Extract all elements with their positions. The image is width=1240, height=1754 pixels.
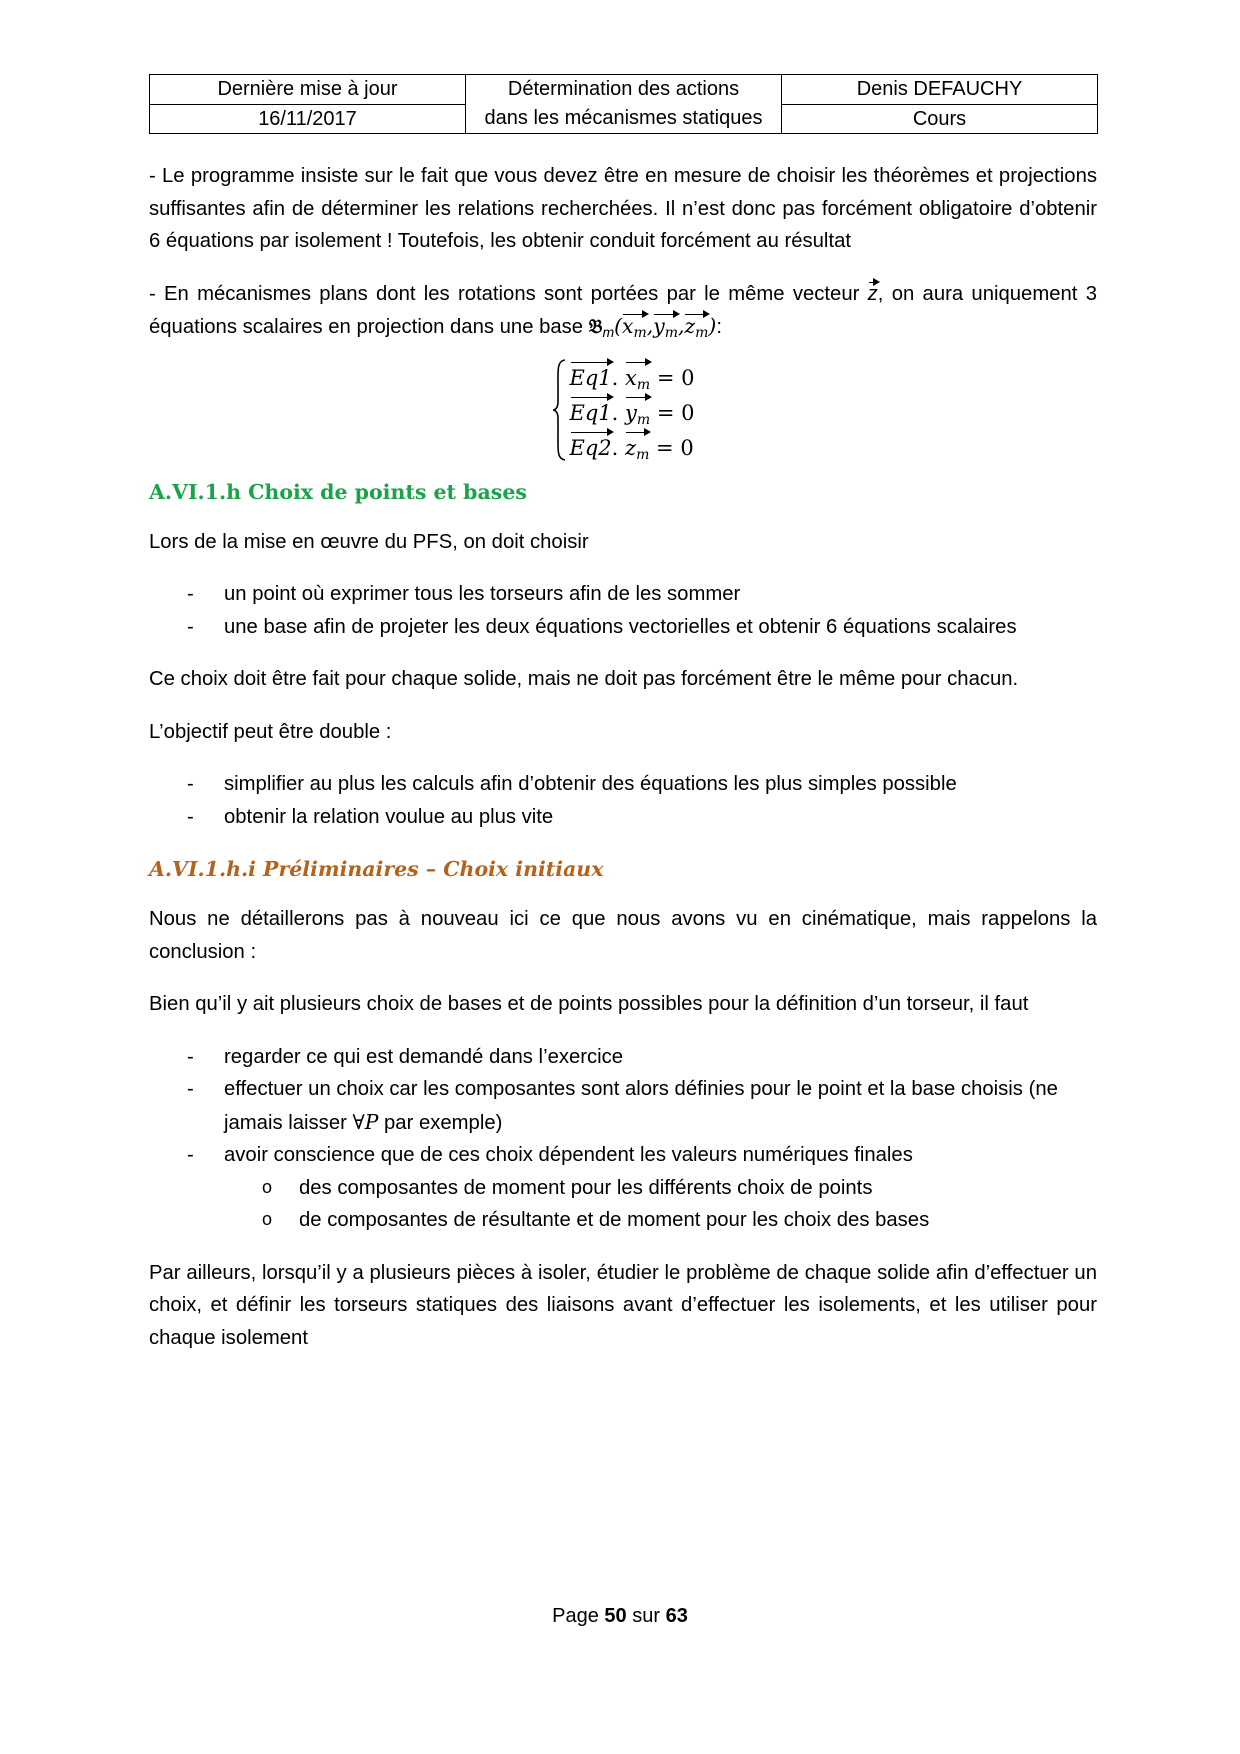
page-content bbox=[149, 160, 1097, 1354]
dash-bullet: - bbox=[187, 1144, 194, 1166]
base-vectors: $(x_m,y_m,z_m)$ bbox=[614, 314, 716, 338]
sub-list-item-text: des composantes de moment pour les différents choix de points bbox=[299, 1176, 873, 1199]
equation-line: Eq1. $y_m = 0$ bbox=[570, 393, 695, 427]
update-date: 16/11/2017 bbox=[150, 104, 466, 134]
dash-bullet: - bbox=[187, 1078, 194, 1100]
bullet-list-3 bbox=[149, 1041, 1097, 1237]
list-item bbox=[149, 801, 1097, 834]
list-item-text: effectuer un choix car les composantes sont alors définies pour le point et la base choisis (ne jamais laisser bbox=[224, 1078, 1058, 1134]
section-hi-paragraph-1: Nous ne détaillerons pas à nouveau ici ce que nous avons vu en cinématique, mais rappelons la conclusion : bbox=[149, 908, 1097, 963]
eq-vector: x bbox=[625, 365, 637, 390]
list-item bbox=[149, 1041, 1097, 1074]
title-line-2: dans les mécanismes statiques bbox=[484, 107, 763, 129]
base-vec-z: z bbox=[684, 314, 696, 338]
equation-line: Eq2. $z_m = 0$ bbox=[570, 428, 695, 462]
base-vec-z-sub: m bbox=[695, 325, 709, 341]
eq-lhs: Eq1 bbox=[569, 400, 612, 425]
p2-text-b: , on aura uniquement 3 équations scalaires en projection dans une base bbox=[149, 282, 1097, 338]
footer-middle: sur bbox=[626, 1605, 666, 1627]
base-vec-x-sub: m bbox=[633, 325, 647, 341]
list-item-text: un point où exprimer tous les torseurs afin de les sommer bbox=[224, 583, 741, 605]
eq-rhs: = 0 bbox=[656, 435, 694, 460]
equation-system bbox=[149, 358, 1097, 462]
objective-paragraph: L’objectif peut être double : bbox=[149, 720, 392, 743]
list-item bbox=[149, 1139, 1097, 1237]
last-update-label: Dernière mise à jour bbox=[150, 75, 466, 105]
sub-list-item bbox=[149, 1172, 1097, 1205]
dash-bullet: - bbox=[187, 615, 194, 638]
section-hi-paragraph-2: Bien qu’il y ait plusieurs choix de bases et de points possibles pour la définition d’un torseur, il faut bbox=[149, 993, 1029, 1015]
eq-sub: m bbox=[636, 446, 650, 463]
dash-bullet: - bbox=[187, 1045, 194, 1068]
header-table bbox=[149, 74, 1098, 134]
author-name: Denis DEFAUCHY bbox=[782, 75, 1098, 105]
circle-bullet: o bbox=[262, 1209, 273, 1229]
dash-bullet: - bbox=[187, 805, 194, 828]
base-vec-y: y bbox=[653, 314, 665, 338]
eq-vector: y bbox=[625, 400, 637, 425]
sub-bullet-list bbox=[149, 1172, 1097, 1237]
bullet-list-1 bbox=[149, 578, 1097, 643]
eq-lhs: Eq2 bbox=[569, 435, 612, 460]
left-brace bbox=[552, 358, 566, 462]
choice-paragraph: Ce choix doit être fait pour chaque solide, mais ne doit pas forcément être le même pour chacun. bbox=[149, 668, 1019, 690]
intro-paragraph-1: - Le programme insiste sur le fait que vous devez être en mesure de choisir les théorèmes et projections suffisantes afin de déterminer les relations recherchées. Il n’est donc pas forcément obligatoire d’obtenir 6 équations par isolement ! Toutefois, les obtenir conduit forcément au résultat bbox=[149, 165, 1097, 252]
bullet-list-2 bbox=[149, 768, 1097, 833]
base-vec-y-sub: m bbox=[664, 325, 678, 341]
page-total: 63 bbox=[665, 1605, 688, 1627]
sub-list-item-text: de composantes de résultante et de moment pour les choix des bases bbox=[299, 1209, 930, 1231]
p2-text-a: - En mécanismes plans dont les rotations sont portées par le même vecteur bbox=[149, 282, 868, 305]
eq-sub: m bbox=[636, 411, 651, 428]
footer-prefix: Page bbox=[552, 1605, 605, 1627]
intro-paragraph-2 bbox=[149, 278, 1097, 350]
circle-bullet: o bbox=[262, 1176, 273, 1197]
forall-symbol: ∀P bbox=[352, 1109, 379, 1134]
list-item bbox=[149, 578, 1097, 611]
section-title-hi: A.VI.1.h.i Préliminaires – Choix initiaux bbox=[149, 857, 604, 881]
section-h-intro: Lors de la mise en œuvre du PFS, on doit choisir bbox=[149, 530, 589, 553]
list-item bbox=[149, 768, 1097, 801]
sub-list-item bbox=[149, 1204, 1097, 1237]
vector-z-letter: z bbox=[867, 282, 878, 305]
list-item-text: simplifier au plus les calculs afin d’obtenir des équations les plus simples possible bbox=[224, 773, 957, 795]
p2-text-end: : bbox=[716, 316, 722, 338]
page-footer bbox=[0, 1605, 1240, 1628]
eq-vector: z bbox=[625, 435, 637, 460]
dash-bullet: - bbox=[187, 773, 194, 795]
list-item-text-end: par exemple) bbox=[378, 1111, 503, 1134]
section-hi-paragraph-3: Par ailleurs, lorsqu’il y a plusieurs pièces à isoler, étudier le problème de chaque solide afin d’effectuer un choix, et définir les torseurs statiques des liaisons avant d’effectuer les isolements, et les utiliser pour chaque isolement bbox=[149, 1261, 1097, 1349]
list-item-text: une base afin de projeter les deux équations vectorielles et obtenir 6 équations scalaires bbox=[224, 615, 1017, 638]
base-symbol: 𝔅 bbox=[588, 316, 603, 338]
list-item-text: obtenir la relation voulue au plus vite bbox=[224, 805, 554, 828]
eq-lhs: Eq1 bbox=[569, 365, 612, 390]
document-title bbox=[466, 75, 782, 134]
list-item-text: regarder ce qui est demandé dans l’exercice bbox=[224, 1045, 624, 1068]
vector-z-symbol bbox=[868, 278, 878, 311]
page-number: 50 bbox=[604, 1605, 627, 1627]
document-type: Cours bbox=[782, 104, 1098, 134]
list-item bbox=[149, 1073, 1097, 1139]
equation-line: Eq1. $x_m = 0$ bbox=[570, 358, 695, 392]
title-line-1: Détermination des actions bbox=[507, 78, 740, 100]
section-title-h: A.VI.1.h Choix de points et bases bbox=[149, 479, 527, 504]
eq-rhs: = 0 bbox=[656, 400, 695, 425]
list-item-text: avoir conscience que de ces choix dépendent les valeurs numériques finales bbox=[224, 1144, 913, 1166]
dash-bullet: - bbox=[187, 583, 194, 605]
list-item bbox=[149, 611, 1097, 644]
eq-sub: m bbox=[636, 376, 651, 393]
base-vec-x: x bbox=[622, 314, 634, 338]
base-subscript: m bbox=[602, 324, 615, 340]
eq-rhs: = 0 bbox=[656, 365, 695, 390]
